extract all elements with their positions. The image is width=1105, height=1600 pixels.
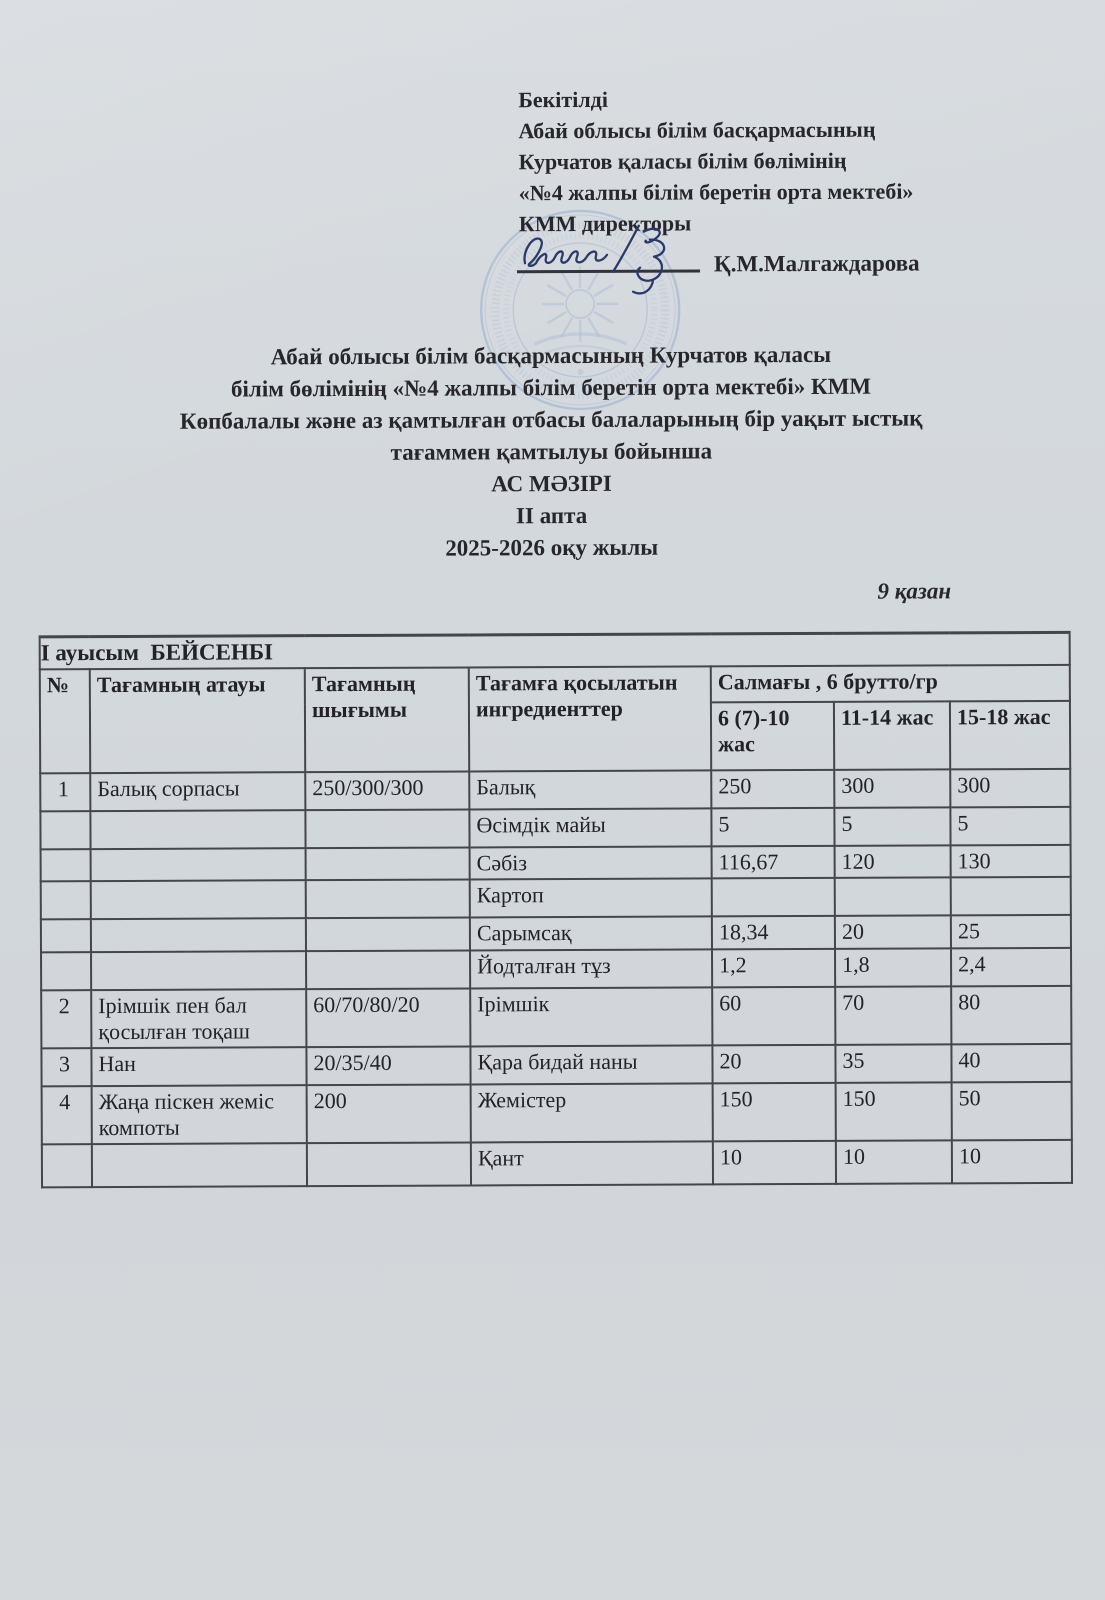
table-row: [41, 948, 1071, 990]
table-row: [41, 845, 1071, 881]
cell-weight-15-18: 130: [951, 845, 1071, 877]
cell-no: [41, 952, 91, 990]
cell-ingredient: Сәбіз: [470, 847, 712, 880]
col-header-ingredients: Тағамға қосылатын ингредиенттер: [469, 667, 711, 772]
table-row: [41, 986, 1071, 1048]
cell-dish-output: [306, 951, 470, 990]
cell-no: [42, 1144, 92, 1187]
cell-weight-6-10: 250: [711, 770, 834, 809]
cell-dish-name: Жаңа піскен жеміс компоты: [92, 1085, 307, 1144]
approval-line: «№4 жалпы білім беретін орта мектебі»: [518, 178, 914, 206]
table-row: [40, 807, 1070, 849]
cell-dish-name: [92, 1143, 307, 1187]
cell-dish-output: 200: [307, 1084, 471, 1143]
approval-line: КММ директоры: [518, 210, 692, 237]
cell-weight-11-14: 5: [834, 807, 950, 846]
cell-dish-name: [91, 951, 306, 990]
cell-dish-output: [307, 1142, 471, 1186]
cell-ingredient: Өсімдік майы: [469, 809, 711, 848]
col-header-dish-output: Тағамның шығымы: [305, 668, 469, 773]
approval-line: Курчатов қаласы білім бөлімінің: [518, 147, 847, 175]
table-row: [42, 1140, 1072, 1187]
table-row: [41, 915, 1071, 952]
cell-ingredient: Жемістер: [471, 1083, 713, 1142]
cell-weight-11-14: [835, 877, 951, 916]
cell-dish-output: [306, 848, 470, 881]
title-line: тағаммен қамтылуы бойынша: [390, 438, 713, 465]
cell-weight-6-10: 10: [713, 1141, 836, 1185]
title-line: АС МӘЗІРІ: [491, 470, 612, 497]
cell-no: 4: [42, 1086, 92, 1144]
cell-no: 2: [41, 990, 91, 1048]
shift-title: І ауысым БЕЙСЕНБІ: [40, 632, 1070, 669]
title-line: Абай облысы білім басқармасының Курчатов қаласы: [270, 341, 832, 370]
approval-line: Бекітілді: [518, 86, 608, 113]
title-line: 2025-2026 оқу жылы: [445, 534, 659, 561]
cell-ingredient: Картоп: [470, 878, 712, 917]
cell-dish-name: Балық сорпасы: [90, 772, 305, 811]
cell-weight-15-18: 5: [950, 807, 1070, 846]
cell-dish-output: [306, 880, 470, 919]
cell-no: [41, 881, 91, 919]
cell-no: 1: [40, 773, 90, 811]
col-header-age-11-14: 11-14 жас: [834, 701, 950, 770]
cell-dish-name: [91, 848, 306, 881]
cell-weight-15-18: 300: [950, 769, 1070, 808]
cell-weight-15-18: 80: [951, 986, 1071, 1044]
cell-dish-name: [91, 918, 306, 952]
cell-dish-output: [306, 918, 470, 952]
cell-weight-11-14: 1,8: [835, 948, 951, 987]
table-row: [40, 769, 1070, 811]
signature-scribble: [517, 222, 703, 301]
cell-weight-11-14: 150: [836, 1082, 952, 1140]
cell-weight-6-10: 18,34: [712, 916, 835, 950]
cell-weight-15-18: 40: [951, 1044, 1071, 1083]
menu-table: [39, 631, 1073, 1188]
menu-table-body: [40, 769, 1072, 1187]
cell-weight-11-14: 20: [835, 915, 951, 949]
cell-ingredient: Қант: [471, 1141, 713, 1185]
shift-title-row: [40, 632, 1070, 669]
cell-weight-6-10: 1,2: [712, 949, 835, 988]
cell-weight-6-10: 116,67: [712, 846, 835, 878]
cell-weight-6-10: 150: [713, 1083, 836, 1141]
title-line: Көпбалалы және аз қамтылған отбасы балаларының бір уақыт ыстық: [179, 405, 923, 434]
cell-weight-15-18: 10: [952, 1140, 1072, 1184]
cell-ingredient: Сарымсақ: [470, 916, 712, 950]
cell-weight-15-18: 50: [952, 1082, 1072, 1140]
cell-weight-11-14: 35: [835, 1044, 951, 1083]
cell-no: [41, 849, 91, 881]
approval-block: [518, 82, 1039, 239]
cell-weight-6-10: [712, 878, 835, 917]
table-row: [41, 877, 1071, 919]
cell-ingredient: Йодталған тұз: [470, 949, 712, 988]
approval-line: Абай облысы білім басқармасының: [518, 116, 876, 144]
title-line: білім бөлімінің «№4 жалпы білім беретін орта мектебі» КММ: [230, 373, 872, 402]
table-row: [41, 1044, 1071, 1086]
col-header-age-6-10: 6 (7)-10 жас: [711, 702, 834, 771]
cell-dish-output: 60/70/80/20: [306, 989, 470, 1048]
cell-dish-output: 250/300/300: [305, 772, 469, 811]
cell-weight-11-14: 10: [836, 1140, 952, 1184]
column-header-row: [40, 665, 1070, 705]
menu-table-header: [40, 632, 1071, 773]
cell-weight-11-14: 70: [835, 986, 951, 1044]
cell-dish-name: Нан: [91, 1047, 306, 1086]
cell-no: [40, 811, 90, 849]
col-header-age-15-18: 15-18 жас: [950, 701, 1070, 770]
cell-weight-11-14: 300: [834, 769, 950, 808]
col-header-no: №: [40, 669, 90, 773]
cell-dish-name: [90, 810, 305, 849]
cell-dish-name: Ірімшік пен бал қосылған тоқаш: [91, 989, 306, 1048]
table-row: [42, 1082, 1072, 1144]
title-line: ІІ апта: [515, 502, 588, 529]
cell-weight-6-10: 60: [712, 987, 835, 1045]
cell-weight-6-10: 20: [712, 1045, 835, 1084]
cell-dish-name: [91, 880, 306, 919]
cell-weight-15-18: 25: [951, 915, 1071, 949]
cell-no: [41, 919, 91, 952]
signature-row: [517, 234, 920, 277]
cell-ingredient: Ірімшік: [470, 987, 712, 1046]
date-label: 9 қазан: [877, 578, 952, 604]
signatory-name: Қ.М.Малгаждарова: [713, 250, 920, 277]
cell-weight-6-10: 5: [711, 808, 834, 847]
cell-weight-15-18: 2,4: [951, 948, 1071, 987]
cell-ingredient: Қара бидай наны: [470, 1045, 712, 1084]
cell-ingredient: Балық: [469, 771, 711, 810]
cell-dish-output: [305, 810, 469, 849]
cell-dish-output: 20/35/40: [306, 1046, 470, 1085]
title-block: [0, 338, 1104, 567]
cell-weight-15-18: [951, 877, 1071, 916]
signature-line: [517, 235, 700, 273]
col-header-dish-name: Тағамның атауы: [90, 668, 305, 773]
cell-weight-11-14: 120: [835, 845, 951, 877]
cell-no: 3: [41, 1048, 91, 1086]
col-header-weight-group: Салмағы , 6 брутто/гр: [711, 665, 1070, 703]
